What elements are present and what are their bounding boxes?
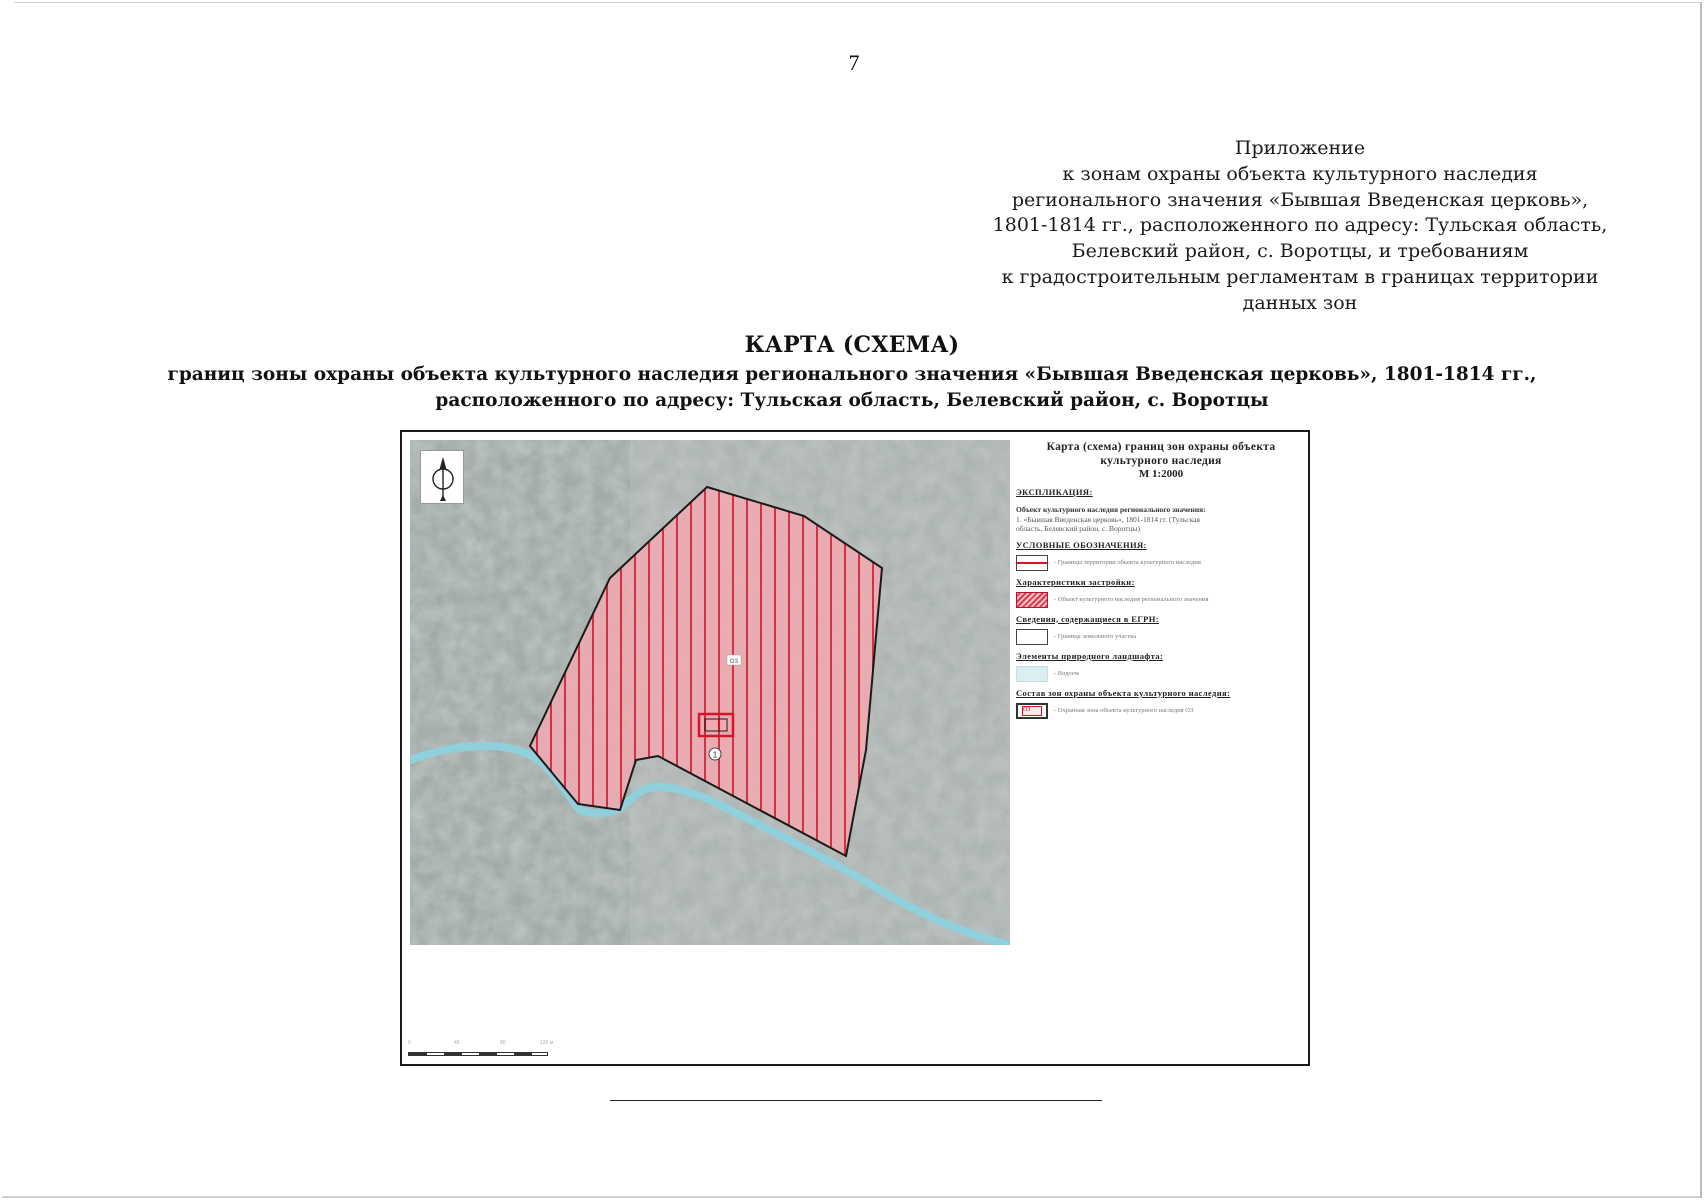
scale-line: [408, 1052, 548, 1056]
page-frame-bottom: [2, 1196, 1700, 1198]
legend-row-parcel: [1016, 629, 1306, 645]
bottom-rule: [610, 1100, 1102, 1101]
scale-tick-label: 40: [454, 1040, 460, 1046]
scale-tick-label: 120 м: [540, 1040, 554, 1046]
legend-scale: М 1:2000: [1138, 468, 1184, 480]
north-arrow-icon: [421, 451, 465, 505]
parcel-swatch: [1016, 629, 1048, 645]
appendix-line: данных зон: [1242, 291, 1358, 314]
object-marker-label: 1: [712, 750, 718, 760]
scale-segment: [479, 1053, 497, 1055]
legend-row-building: [1016, 592, 1306, 608]
object-text-line2: область, Белевский район, с. Воротцы): [1016, 524, 1140, 533]
zone-swatch-text: ОЗ: [1022, 706, 1042, 716]
legend: [1016, 440, 1306, 760]
north-arrow: [420, 450, 464, 504]
scale-segment: [444, 1053, 462, 1055]
boundary-label: - Границы территории объекта культурного наследия: [1054, 559, 1201, 566]
water-label: - Водоем: [1054, 670, 1079, 677]
scale-tick-label: 0: [408, 1040, 411, 1046]
appendix-line: к градостроительным регламентам в границах территории: [1001, 265, 1599, 288]
map-subtitle-line1: границ зоны охраны объекта культурного наследия регионального значения «Бывшая Введенская церковь», 1801-1814 гг.,: [167, 364, 1537, 385]
parcel-label: - Граница земельного участка: [1054, 633, 1137, 640]
map-subtitle-line2: расположенного по адресу: Тульская область, Белевский район, с. Воротцы: [435, 390, 1269, 411]
map-title: КАРТА (СХЕМА): [744, 332, 960, 358]
scale-tick-label: 80: [500, 1040, 506, 1046]
building-swatch: [1016, 592, 1048, 608]
landscape-heading: Элементы природного ландшафта:: [1016, 650, 1164, 661]
page-number: 7: [848, 50, 860, 75]
object-heading: Объект культурного наследия регионального значения:: [1016, 505, 1206, 514]
appendix-line: Приложение: [1234, 137, 1366, 159]
appendix-line: 1801-1814 гг., расположенного по адресу: Тульская область,: [992, 214, 1608, 237]
object-building: [705, 719, 727, 731]
appendix-block: [940, 136, 1660, 317]
scale-segment: [409, 1053, 427, 1055]
zone-swatch: [1016, 703, 1048, 719]
page-frame-top: [14, 2, 1700, 3]
appendix-line: Белевский район, с. Воротцы, и требованиям: [1071, 240, 1529, 263]
map-image[interactable]: [410, 440, 1010, 945]
map-svg: [410, 440, 1010, 945]
zone-label: ОЗ: [729, 659, 739, 665]
legend-row-boundary: [1016, 555, 1306, 571]
legend-row-water: [1016, 666, 1306, 682]
egrn-heading: Сведения, содержащиеся в ЕГРН:: [1016, 613, 1159, 624]
appendix-line: регионального значения «Бывшая Введенская церковь»,: [1011, 188, 1589, 211]
legend-row-zone: [1016, 703, 1306, 719]
map-frame: [400, 430, 1310, 1066]
building-heading: Характеристики застройки:: [1016, 576, 1135, 587]
appendix-line: к зонам охраны объекта культурного наследия: [1062, 162, 1538, 185]
legend-title-line1: Карта (схема) границ зон охраны объекта: [1046, 441, 1276, 453]
building-label: - Объект культурного наследия регионального значения: [1054, 596, 1209, 603]
page-frame-right: [1700, 2, 1702, 1198]
legend-title-line2: культурного наследия: [1100, 455, 1222, 467]
scale-ticks: [408, 1040, 558, 1050]
zones-heading: Состав зон охраны объекта культурного наследия:: [1016, 687, 1231, 698]
zone-legend-label: - Охранная зона объекта культурного наследия ОЗ: [1054, 707, 1194, 714]
symbols-heading: УСЛОВНЫЕ ОБОЗНАЧЕНИЯ:: [1016, 539, 1147, 550]
water-swatch: [1016, 666, 1048, 682]
object-text-line1: 1. «Бывшая Введенская церковь», 1801-1814 гг. (Тульская: [1016, 514, 1200, 524]
explication-heading: ЭКСПЛИКАЦИЯ:: [1016, 487, 1093, 497]
scale-segment: [514, 1053, 532, 1055]
map-subtitle: [0, 362, 1704, 414]
scale-bar: [408, 1040, 558, 1060]
boundary-swatch: [1016, 555, 1048, 571]
